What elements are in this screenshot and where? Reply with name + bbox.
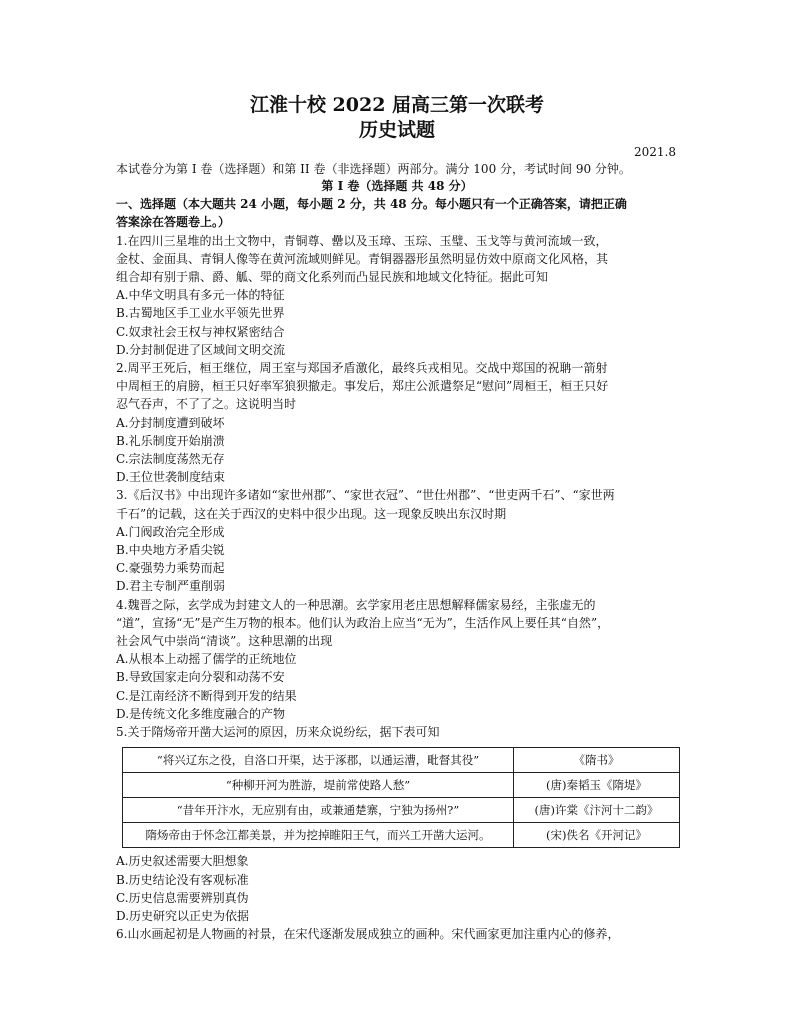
section-heading-line-1: 一、选择题（本大题共 24 小题，每小题 2 分，共 48 分。每小题只有一个正确答案，请把正确 [116, 197, 627, 212]
question-6 [116, 925, 678, 943]
option-b: B.古蜀地区手工业水平领先世界 [116, 306, 285, 321]
question-4 [116, 596, 678, 723]
question-stem-line: 金杖、金面具、青铜人像等在黄河流域则鲜见。青铜器器形虽然明显仿效中原商文化风格，其 [116, 251, 609, 266]
exam-date: 2021.8 [634, 145, 676, 159]
exam-title: 江淮十校 2022 届高三第一次联考 [249, 94, 545, 116]
option-d: D.是传统文化多维度融合的产物 [116, 706, 286, 721]
option-c: C.历史信息需要辨别真伪 [116, 890, 249, 905]
option-b: B.导致国家走向分裂和动荡不安 [116, 670, 285, 685]
option-c: C.奴隶社会王权与神权紧密结合 [116, 324, 285, 339]
exam-subject: 历史试题 [358, 119, 435, 141]
exam-page [116, 92, 678, 943]
question-stem-line: 3.《后汉书》中出现许多诸如“家世州郡”、“家世衣冠”、“世仕州郡”、“世吏两千石”、“家世两 [116, 488, 615, 503]
question-1 [116, 232, 678, 359]
table-cell-quote: “昔年开汴水，无应别有由，或兼通楚寨，宁独为扬州?” [123, 798, 514, 823]
option-c: C.是江南经济不断得到开发的结果 [116, 688, 297, 703]
option-b: B.历史结论没有客观标准 [116, 872, 249, 887]
option-b: B.礼乐制度开始崩溃 [116, 433, 225, 448]
question-2 [116, 359, 678, 486]
table-row [123, 773, 680, 798]
table-cell-quote: “种柳开河为胜游，堤前常使路人愁” [123, 773, 514, 798]
option-d: D.王位世袭制度结束 [116, 470, 226, 485]
part-title: 第 I 卷（选择题 共 48 分） [321, 179, 473, 194]
question-stem-line: “道”，宣扬“无”是产生万物的根本。他们认为政治上应当“无为”，生活作风上要任其“自然”， [116, 615, 610, 630]
question-stem-line: 中周桓王的肩膀，桓王只好率军狼狈撤走。事发后，郑庄公派遣祭足“慰问”周桓王，桓王只好 [116, 379, 609, 394]
table-row [123, 823, 680, 848]
table-row [123, 798, 680, 823]
question-stem-line: 5.关于隋炀帝开凿大运河的原因，历来众说纷纭，据下表可知 [116, 725, 440, 740]
exam-instructions: 本试卷分为第 I 卷（选择题）和第 II 卷（非选择题）两部分。满分 100 分，考试时间 90 分钟。 [116, 162, 631, 176]
table-cell-source: 《隋书》 [514, 748, 680, 773]
table-cell-source: (唐)许棠《汴河十二韵》 [514, 798, 680, 823]
option-d: D.分封制促进了区域间文明交流 [116, 342, 286, 357]
option-a: A.历史叙述需要大胆想象 [116, 854, 249, 869]
option-d: D.君主专制严重削弱 [116, 579, 226, 594]
table-cell-quote: “将兴辽东之役，自洛口开渠，达于涿郡，以通运漕，毗督其役” [123, 748, 514, 773]
option-a: A.分封制度遭到破坏 [116, 415, 225, 430]
table-cell-source: (宋)佚名《开河记》 [514, 823, 680, 848]
question-5 [116, 723, 678, 925]
question-stem-line: 组合却有别于鼎、爵、觚、斝的商文化系列而凸显民族和地域文化特征。据此可知 [116, 270, 549, 285]
source-table [122, 747, 680, 848]
option-a: A.中华文明具有多元一体的特征 [116, 288, 285, 303]
question-stem-line: 4.魏晋之际，玄学成为封建文人的一种思潮。玄学家用老庄思想解释儒家易经，主张虚无的 [116, 597, 596, 612]
option-a: A.门阀政治完全形成 [116, 524, 225, 539]
option-b: B.中央地方矛盾尖锐 [116, 543, 225, 558]
table-row [123, 748, 680, 773]
option-a: A.从根本上动摇了儒学的正统地位 [116, 652, 297, 667]
question-stem-line: 2.周平王死后，桓王继位，周王室与郑国矛盾激化，最终兵戎相见。交战中郑国的祝聃一箭射 [116, 361, 608, 376]
question-stem-line: 社会风气中崇尚“清谈”。这种思潮的出现 [116, 634, 333, 649]
question-stem-line: 6.山水画起初是人物画的衬景，在宋代逐渐发展成独立的画种。宋代画家更加注重内心的修养， [116, 927, 620, 942]
question-3 [116, 486, 678, 595]
question-stem-line: 忍气吞声，不了了之。这说明当时 [116, 397, 297, 412]
question-stem-line: 千石”的记载，这在关于西汉的史料中很少出现。这一现象反映出东汉时期 [116, 506, 507, 521]
section-heading-line-2: 答案涂在答题卷上。） [116, 215, 231, 230]
option-d: D.历史研究以正史为依据 [116, 908, 250, 923]
table-cell-quote: 隋炀帝由于怀念江都美景，并为挖掉睢阳王气，而兴工开凿大运河。 [123, 823, 514, 848]
question-stem-line: 1.在四川三星堆的出土文物中，青铜尊、罍以及玉璋、玉琮、玉璧、玉戈等与黄河流域一致， [116, 233, 608, 248]
option-c: C.宗法制度荡然无存 [116, 452, 225, 467]
table-cell-source: (唐)秦韬玉《隋堤》 [514, 773, 680, 798]
option-c: C.豪强势力乘势而起 [116, 561, 225, 576]
